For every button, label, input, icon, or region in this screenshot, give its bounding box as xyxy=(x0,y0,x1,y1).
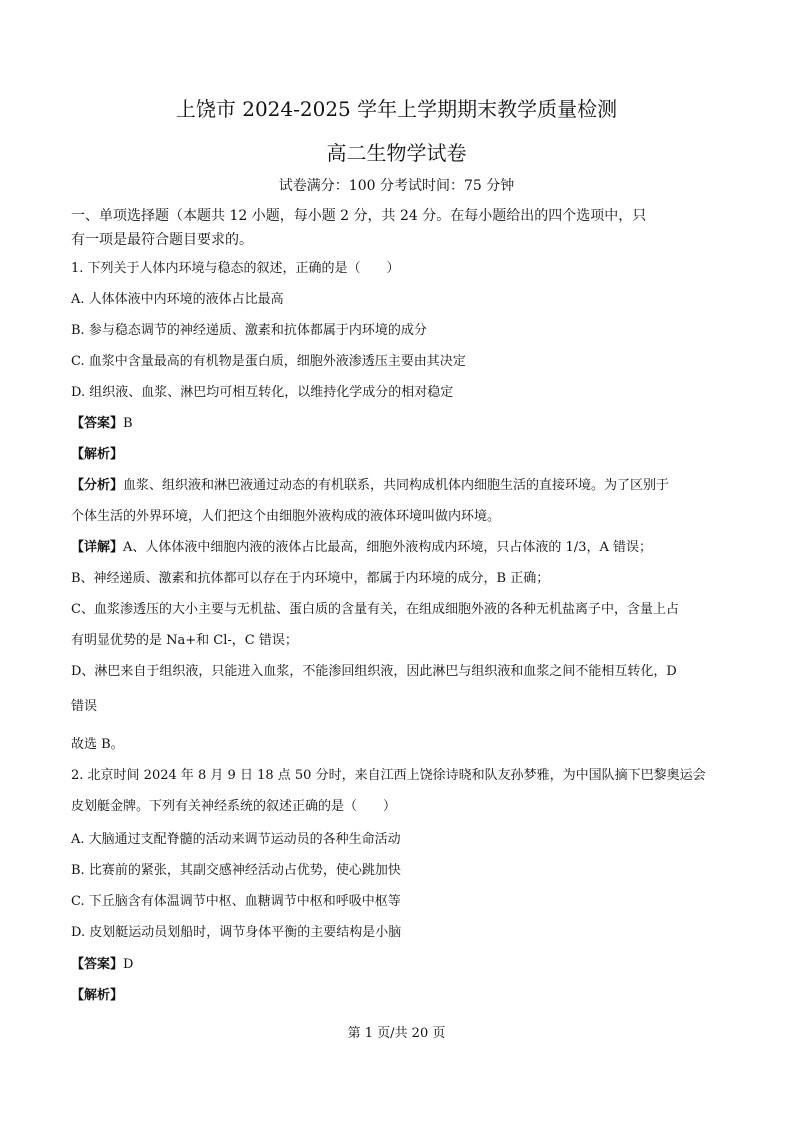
q1-conclusion: 故选 B。 xyxy=(71,737,124,752)
q1-fenxi-line2: 个体生活的外界环境，人们把这个由细胞外液构成的液体环境叫做内环境。 xyxy=(71,509,501,524)
q1-fenxi-line1 xyxy=(71,476,731,496)
q2-analysis-tag xyxy=(71,986,731,1006)
q1-stem: 1. 下列关于人体内环境与稳态的叙述，正确的是（ ） xyxy=(71,261,400,276)
q2-option-a: A. 大脑通过支配脊髓的活动来调节运动员的各种生命活动 xyxy=(71,832,401,847)
document-subtitle: 高二生物学试卷 xyxy=(326,141,467,165)
q1-analysis-tag xyxy=(71,445,731,465)
answer-tag: 【答案】 xyxy=(71,957,124,972)
q2-option-c: C. 下丘脑含有体温调节中枢、血糖调节中枢和呼吸中枢等 xyxy=(71,894,401,909)
q1-option-d: D. 组织液、血浆、淋巴均可相互转化，以维持化学成分的相对稳定 xyxy=(71,385,454,400)
q1-option-b: B. 参与稳态调节的神经递质、激素和抗体都属于内环境的成分 xyxy=(71,323,427,338)
section-heading-line1: 一、单项选择题（本题共 12 小题，每小题 2 分，共 24 分。在每小题给出的四个选项中，只 xyxy=(71,208,647,224)
section-heading-line2: 有一项是最符合题目要求的。 xyxy=(71,232,253,248)
page-number: 第 1 页/共 20 页 xyxy=(347,1026,446,1041)
answer-value: B xyxy=(123,416,133,431)
q2-option-b: B. 比赛前的紧张，其副交感神经活动占优势，使心跳加快 xyxy=(71,863,401,878)
q1-detail-d2: 错误 xyxy=(71,699,98,714)
q2-stem-line1: 2. 北京时间 2024 年 8 月 9 日 18 点 50 分时，来自江西上饶徐诗晓和队友孙梦雅，为中国队摘下巴黎奥运会 xyxy=(71,768,706,783)
q2-stem-line2: 皮划艇金牌。下列有关神经系统的叙述正确的是（ ） xyxy=(71,799,397,814)
q1-detail-c2: 有明显优势的是 Na+和 Cl-，C 错误； xyxy=(71,633,298,648)
detail-tag: 【详解】 xyxy=(71,540,124,555)
q2-option-d: D. 皮划艇运动员划船时，调节身体平衡的主要结构是小脑 xyxy=(71,925,402,940)
q1-detail-c1: C、血浆渗透压的大小主要与无机盐、蛋白质的含量有关，在组成细胞外液的各种无机盐离子中，含量上占 xyxy=(71,602,679,617)
answer-tag: 【答案】 xyxy=(71,416,124,431)
fenxi-text: 血浆、组织液和淋巴液通过动态的有机联系，共同构成机体内细胞生活的直接环境。为了区别于 xyxy=(123,478,670,493)
fenxi-tag: 【分析】 xyxy=(71,478,124,493)
q1-option-c: C. 血浆中含量最高的有机物是蛋白质，细胞外液渗透压主要由其决定 xyxy=(71,354,466,369)
answer-value: D xyxy=(123,957,134,972)
q1-answer xyxy=(71,414,731,434)
analysis-tag: 【解析】 xyxy=(71,988,124,1003)
q1-option-a: A. 人体体液中内环境的液体占比最高 xyxy=(71,292,284,307)
q2-answer xyxy=(71,955,731,975)
document-title: 上饶市 2024-2025 学年上学期期末教学质量检测 xyxy=(175,97,618,121)
exam-info: 试卷满分：100 分考试时间：75 分钟 xyxy=(278,178,515,194)
q1-detail-d1: D、淋巴来自于组织液，只能进入血浆，不能渗回组织液，因此淋巴与组织液和血浆之间不能相互转化，D xyxy=(71,664,677,679)
q1-detail-b: B、神经递质、激素和抗体都可以存在于内环境中，都属于内环境的成分，B 正确； xyxy=(71,571,550,586)
detail-a-text: A、人体体液中细胞内液的液体占比最高，细胞外液构成内环境，只占体液的 1/3，A 错误； xyxy=(123,540,652,555)
q1-detail-a xyxy=(71,538,731,558)
analysis-tag: 【解析】 xyxy=(71,447,124,462)
